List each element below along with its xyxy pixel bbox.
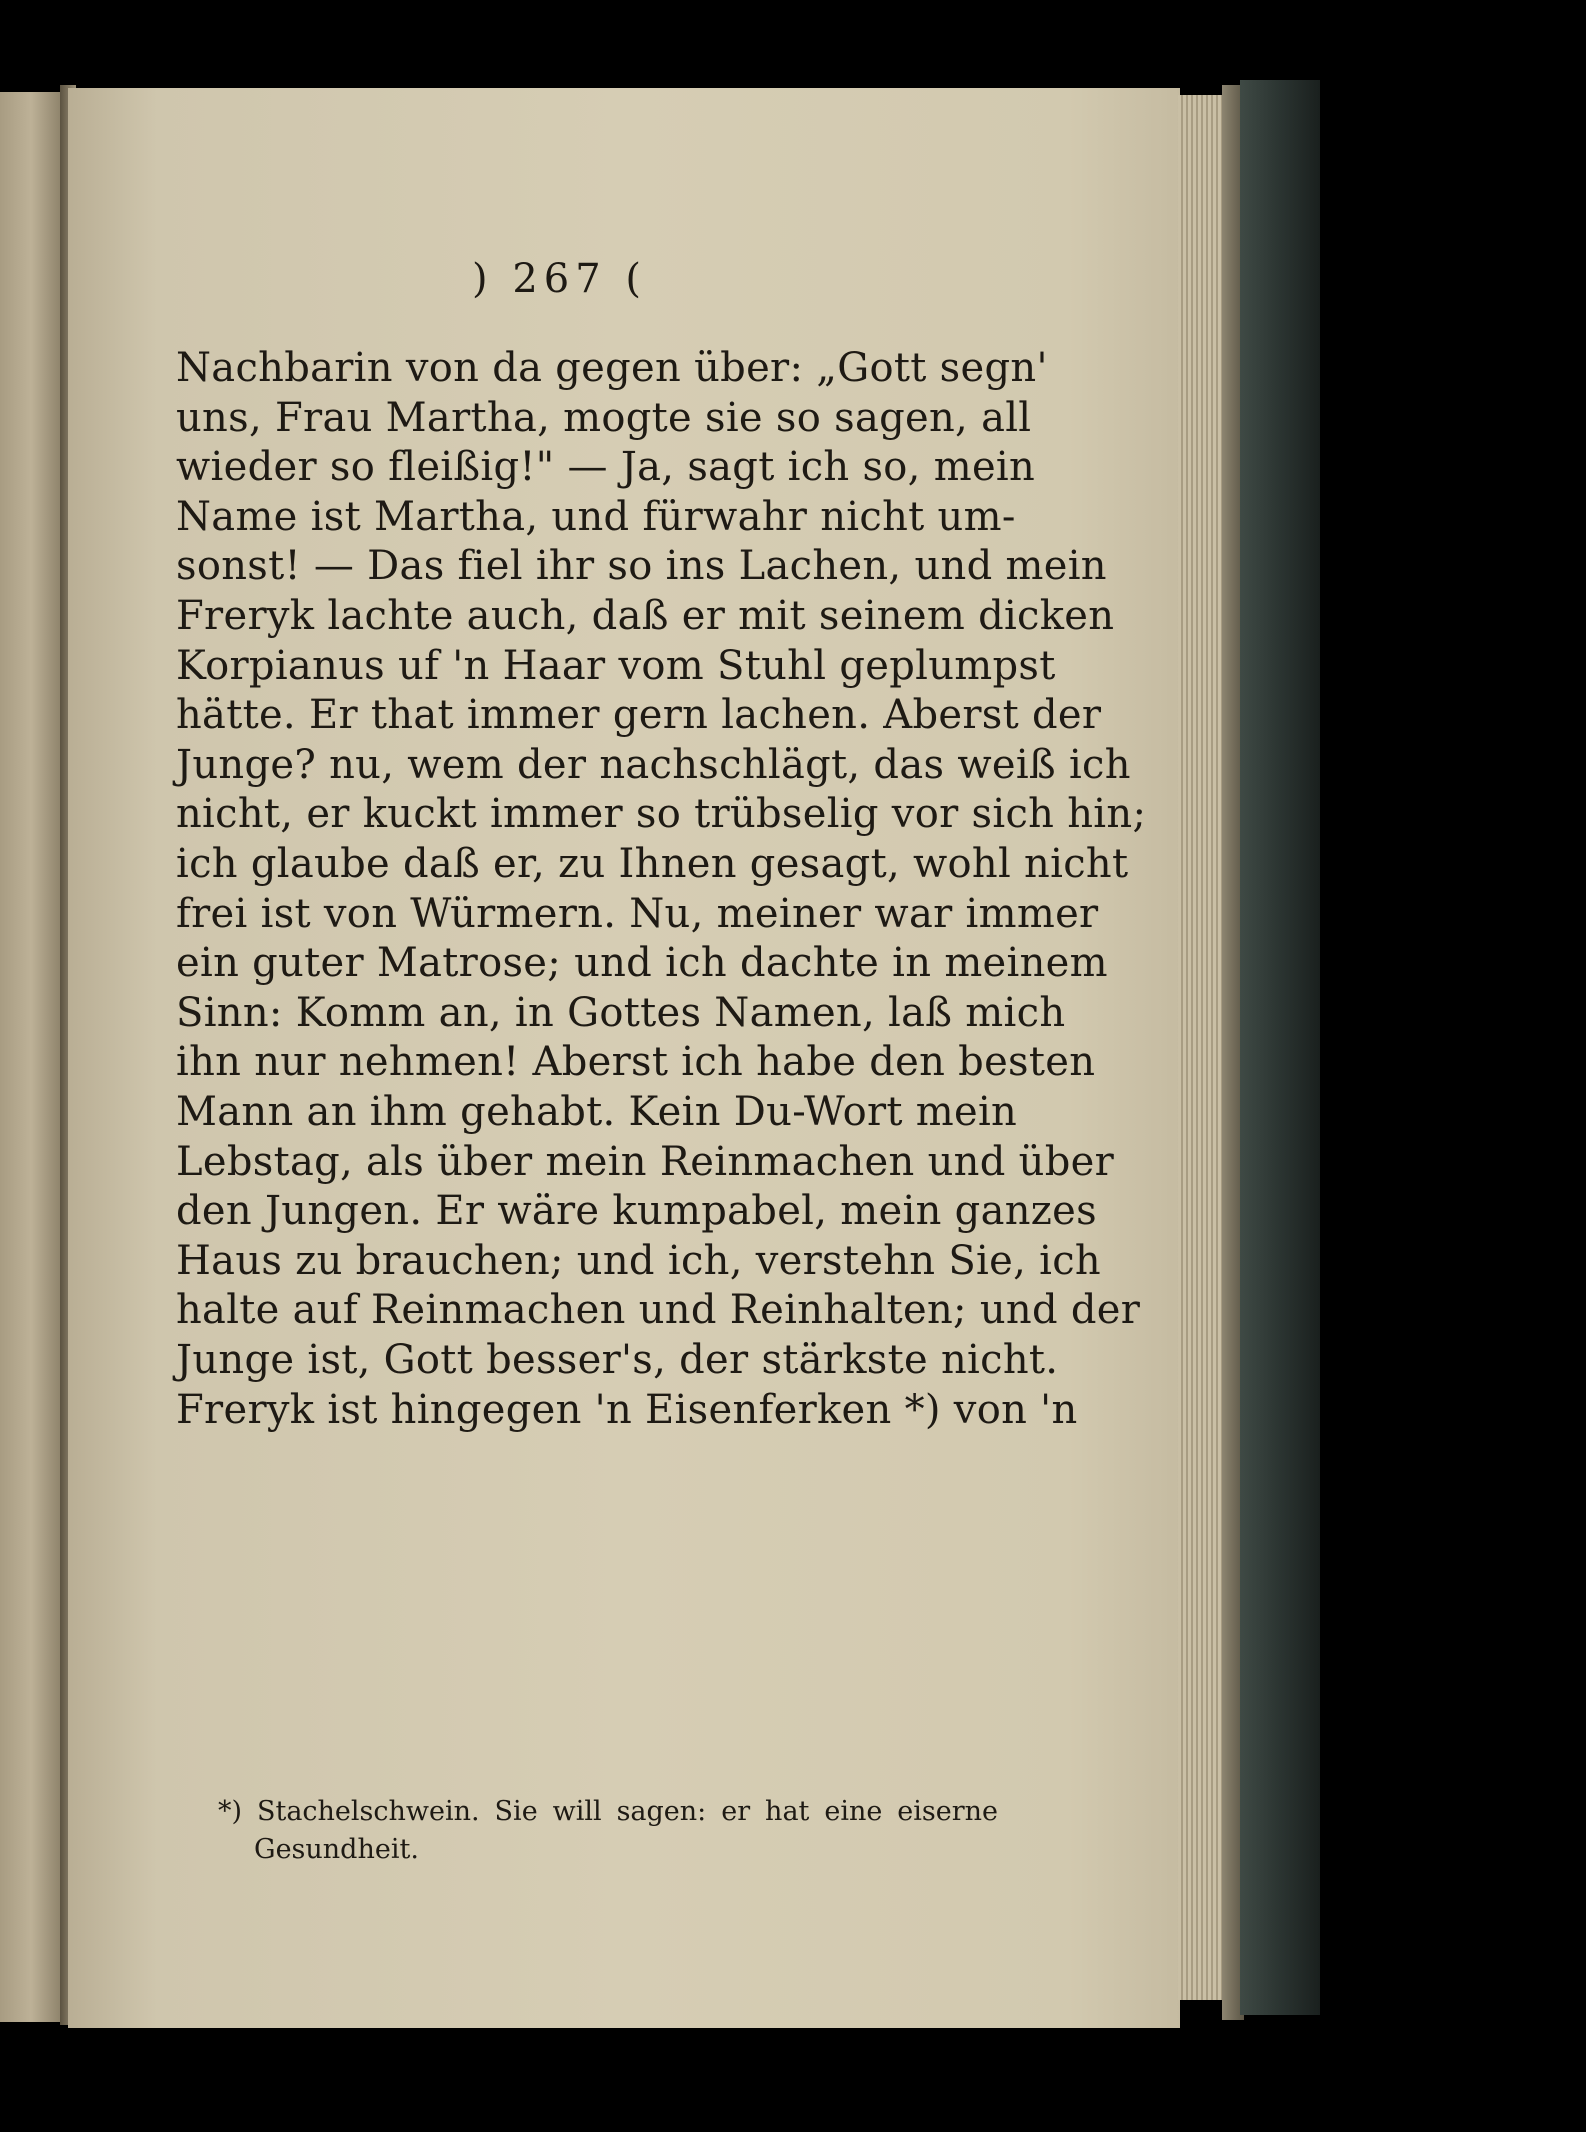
text-line: ich glaube daß er, zu Ihnen gesagt, wohl nicht bbox=[176, 841, 1129, 887]
text-line: Name ist Martha, und fürwahr nicht um- bbox=[176, 493, 1016, 540]
page-number: ) 267 ( bbox=[472, 256, 647, 302]
text-line: Haus zu brauchen; und ich, verstehn Sie, ich bbox=[176, 1237, 1101, 1284]
text-line: uns, Frau Martha, mogte sie so sagen, all bbox=[176, 394, 1032, 441]
text-line: hätte. Er that immer gern lachen. Aberst der bbox=[176, 692, 1102, 739]
book-cover bbox=[1240, 80, 1320, 2015]
text-line: nicht, er kuckt immer so trübselig vor sich hin; bbox=[176, 791, 1147, 838]
footnote-line: *) Stachelschwein. Sie will sagen: er hat eine eiserne bbox=[218, 1796, 998, 1827]
text-line: sonst! — Das fiel ihr so ins Lachen, und mein bbox=[176, 543, 1107, 590]
text-line: ihn nur nehmen! Aberst ich habe den besten bbox=[176, 1039, 1096, 1086]
text-line: Junge? nu, wem der nachschlägt, das weiß ich bbox=[176, 741, 1131, 788]
text-line: den Jungen. Er wäre kumpabel, mein ganzes bbox=[176, 1188, 1097, 1235]
text-line: Nachbarin von da gegen über: „Gott segn' bbox=[176, 345, 1048, 391]
text-line: Lebstag, als über mein Reinmachen und über bbox=[176, 1138, 1114, 1185]
text-line: Mann an ihm gehabt. Kein Du-Wort mein bbox=[176, 1089, 1018, 1135]
text-line: Freryk ist hingegen 'n Eisenferken *) von 'n bbox=[176, 1386, 1078, 1433]
text-line: halte auf Reinmachen und Reinhalten; und der bbox=[176, 1287, 1141, 1334]
text-line: wieder so fleißig!" — Ja, sagt ich so, mein bbox=[176, 444, 1036, 491]
text-line: ein guter Matrose; und ich dachte in meinem bbox=[176, 940, 1108, 987]
text-line: Freryk lachte auch, daß er mit seinem dicken bbox=[176, 593, 1115, 639]
left-page-edge bbox=[0, 92, 62, 2022]
text-line: Junge ist, Gott besser's, der stärkste nicht. bbox=[176, 1337, 1059, 1383]
text-line: frei ist von Würmern. Nu, meiner war immer bbox=[176, 890, 1099, 937]
text-line: Sinn: Komm an, in Gottes Namen, laß mich bbox=[176, 989, 1066, 1036]
text-line: Korpianus uf 'n Haar vom Stuhl geplumpst bbox=[176, 642, 1056, 689]
footnote-line: Gesundheit. bbox=[254, 1834, 419, 1865]
